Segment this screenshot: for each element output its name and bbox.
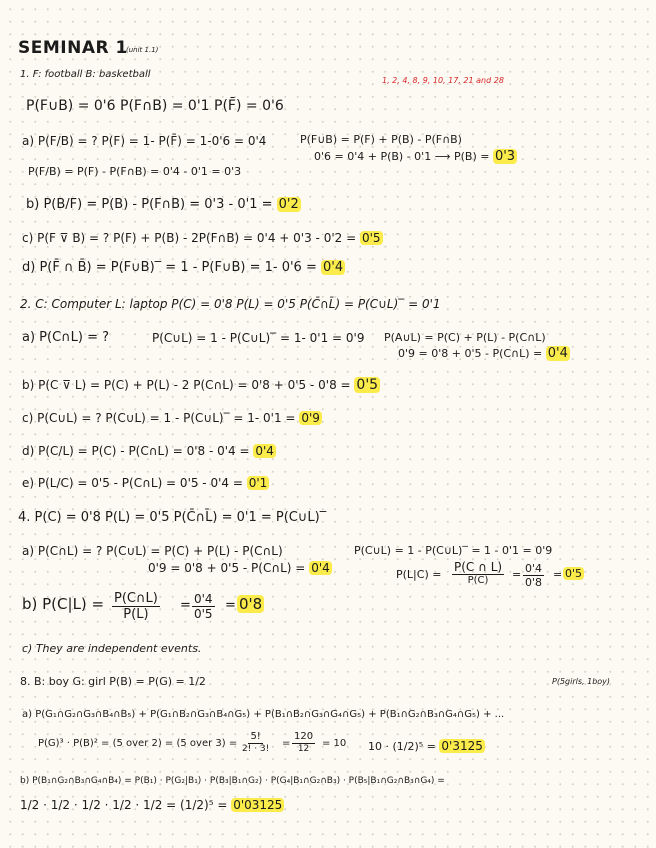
problem-1b-line (26, 198, 301, 211)
problem-2a-answer: 0'4 (547, 346, 568, 361)
plc-label: P(L|C) = (396, 568, 442, 581)
problem-1a-line: a) P(F/B) = ? P(F) = 1- P(F̄) = 1-0'6 = 0'4 (22, 134, 267, 148)
problem-2d-answer: 0'4 (255, 444, 274, 458)
plc-num-value: 0'4 (525, 562, 543, 575)
plc-denominator: P(C) (467, 575, 489, 586)
problem-4b-equals-2: = (225, 598, 236, 613)
problem-2d-line (22, 445, 276, 457)
problem-8a-combination: P(G)³ · P(B)² = (5 over 2) = (5 over 3) = (38, 738, 238, 749)
problem-2c-text: c) P(C∪L) = ? P(C∪L) = 1 - P(C∪L)‾ = 1- 0'1 = (22, 411, 296, 425)
problem-1a-pb-answer: 0'3 (494, 149, 516, 164)
problem-2e-answer: 0'1 (248, 476, 268, 490)
problem-1d-answer: 0'4 (322, 260, 344, 275)
problem-1b-text: b) P(B/F) = P(B) - P(F∩B) = 0'3 - 0'1 = (26, 197, 273, 212)
problem-8a-factorial-num: 5! (250, 731, 261, 742)
problem-4b-denominator: P(L) (123, 607, 149, 622)
problem-2a-union-solve (398, 347, 570, 360)
plc-answer-wrap (563, 568, 584, 579)
problem-8a-factorial-fraction (242, 732, 269, 754)
problem-4a-solve (148, 562, 332, 574)
plc-answer: 0'5 (565, 567, 583, 580)
problem-4b-den-value: 0'5 (194, 607, 213, 621)
problem-4a-answer: 0'4 (311, 561, 330, 575)
problem-8a-factorial-den: 2! · 3! (242, 744, 270, 754)
problem-2c-answer: 0'9 (301, 411, 320, 425)
problem-8a-line: a) P(G₁∩G₂∩G₃∩B₄∩B₅) + P(G₁∩B₂∩G₃∩B₄∩G₅) + P(B₁∩B₂∩G₃∩G₄∩G₅) + P(B₁∩G₂∩B₃∩G₄∩G₅) + ... (22, 709, 505, 720)
plc-numerator: P(C ∩ L) (454, 560, 503, 574)
problem-1-given: P(F∪B) = 0'6 P(F∩B) = 0'1 P(F̄) = 0'6 (26, 98, 284, 114)
problem-4b-fraction-values (192, 593, 215, 620)
problem-4b-answer: 0'8 (239, 595, 263, 613)
problem-8b-product: 1/2 · 1/2 · 1/2 · 1/2 · 1/2 = (1/2)⁵ = (20, 798, 228, 812)
unit-note: (unit 1.1) (126, 46, 159, 54)
problem-4b-equals-1: = (180, 598, 191, 613)
problem-2b-line (22, 378, 380, 392)
problem-4a-line: a) P(C∩L) = ? P(C∪L) = P(C) + P(L) - P(C∩L) (22, 544, 283, 558)
problem-2c-line (22, 412, 322, 424)
problem-1d-text: d) P(F̄ ∩ B̄) = P(F∪B)‾ = 1 - P(F∪B) = 1- 0'6 = (22, 260, 317, 275)
problem-8a-result: = 10 (322, 738, 347, 749)
plc-fraction (452, 561, 504, 586)
problem-4b-num-value: 0'4 (194, 592, 213, 606)
problem-4a-complement: P(C∪L) = 1 - P(C∪L)‾ = 1 - 0'1 = 0'9 (354, 544, 553, 557)
problem-8a-answer: 0'3125 (441, 739, 483, 753)
problem-1c-line (22, 232, 383, 244)
problem-1a-result: P(F/B) = P(F) - P(F∩B) = 0'4 - 0'1 = 0'3 (28, 165, 242, 178)
problem-4b-numerator: P(C∩L) (114, 591, 158, 606)
problem-8a-probability-text: 10 · (1/2)⁵ = (368, 740, 436, 753)
problem-8a-probability (368, 740, 485, 752)
problem-1c-text: c) P(F ⊽ B) = ? P(F) + P(B) - 2P(F∩B) = 0'4 + 0'3 - 0'2 = (22, 231, 357, 245)
problem-8b-answer: 0'03125 (233, 798, 283, 812)
plc-den-value: 0'8 (525, 576, 543, 589)
problem-2a-union-text: 0'9 = 0'8 + 0'5 - P(C∩L) = (398, 347, 543, 360)
problem-4c-line: c) They are independent events. (22, 642, 202, 655)
problem-1a-union-formula: P(F∪B) = P(F) + P(B) - P(F∩B) (300, 133, 462, 146)
problem-8b-line2 (20, 799, 284, 811)
problem-8a-value-den: 12 (297, 744, 310, 754)
plc-fraction-values (523, 563, 544, 588)
problem-1a-union-text: 0'6 = 0'4 + P(B) - 0'1 ⟶ P(B) = (314, 150, 490, 163)
problem-8a-value-fraction (292, 732, 315, 754)
plc-equals-1: = (512, 568, 522, 581)
assigned-exercises-note: 1, 2, 4, 8, 9, 10, 17, 21 and 28 (382, 76, 504, 85)
problem-8-note: P(5girls, 1boy) (552, 677, 611, 686)
problem-1c-answer: 0'5 (361, 231, 381, 245)
problem-1-header: 1. F: football B: basketball (20, 69, 151, 80)
problem-2b-answer: 0'5 (356, 377, 379, 393)
problem-2a-union-formula: P(A∪L) = P(C) + P(L) - P(C∩L) (384, 331, 546, 344)
problem-2b-text: b) P(C ⊽ L) = P(C) + P(L) - 2 P(C∩L) = 0'8 + 0'5 - 0'8 = (22, 378, 351, 392)
problem-2a-line: a) P(C∩L) = ? (22, 330, 110, 345)
problem-4b-answer-wrap (237, 597, 264, 612)
problem-4b-label: b) P(C|L) = (22, 595, 105, 613)
problem-4a-solve-text: 0'9 = 0'8 + 0'5 - P(C∩L) = (148, 561, 306, 575)
problem-1d-line (22, 261, 345, 274)
problem-2a-complement: P(C∪L) = 1 - P(C∪L)‾ = 1- 0'1 = 0'9 (152, 331, 365, 345)
problem-4b-fraction (112, 592, 160, 621)
plc-equals-2: = (553, 568, 563, 581)
problem-2e-line (22, 477, 269, 489)
problem-4-header: 4. P(C) = 0'8 P(L) = 0'5 P(C̄∩L̄) = 0'1 = P(C∪L)‾ (18, 510, 327, 525)
problem-8a-value-num: 120 (294, 731, 314, 742)
problem-2-header: 2. C: Computer L: laptop P(C) = 0'8 P(L) = 0'5 P(C̄∩L̄) = P(C∪L)‾ = 0'1 (20, 297, 441, 311)
problem-8b-line: b) P(B₁∩G₂∩B₃∩G₄∩B₄) = P(B₁) · P(G₂|B₁) · P(B₃|B₁∩G₂) · P(G₄|B₁∩G₂∩B₃) · P(B₅|B₁∩G₂∩B₃∩G₄) = (20, 776, 445, 786)
problem-1b-answer: 0'2 (278, 197, 299, 212)
problem-8-header: 8. B: boy G: girl P(B) = P(G) = 1/2 (20, 675, 206, 688)
problem-2d-text: d) P(C/L) = P(C) - P(C∩L) = 0'8 - 0'4 = (22, 444, 250, 458)
problem-1a-union-solve (314, 150, 517, 163)
page-title: SEMINAR 1 (18, 38, 128, 58)
problem-8a-equals: = (282, 738, 291, 749)
problem-2e-text: e) P(L/C) = 0'5 - P(C∩L) = 0'5 - 0'4 = (22, 476, 243, 490)
